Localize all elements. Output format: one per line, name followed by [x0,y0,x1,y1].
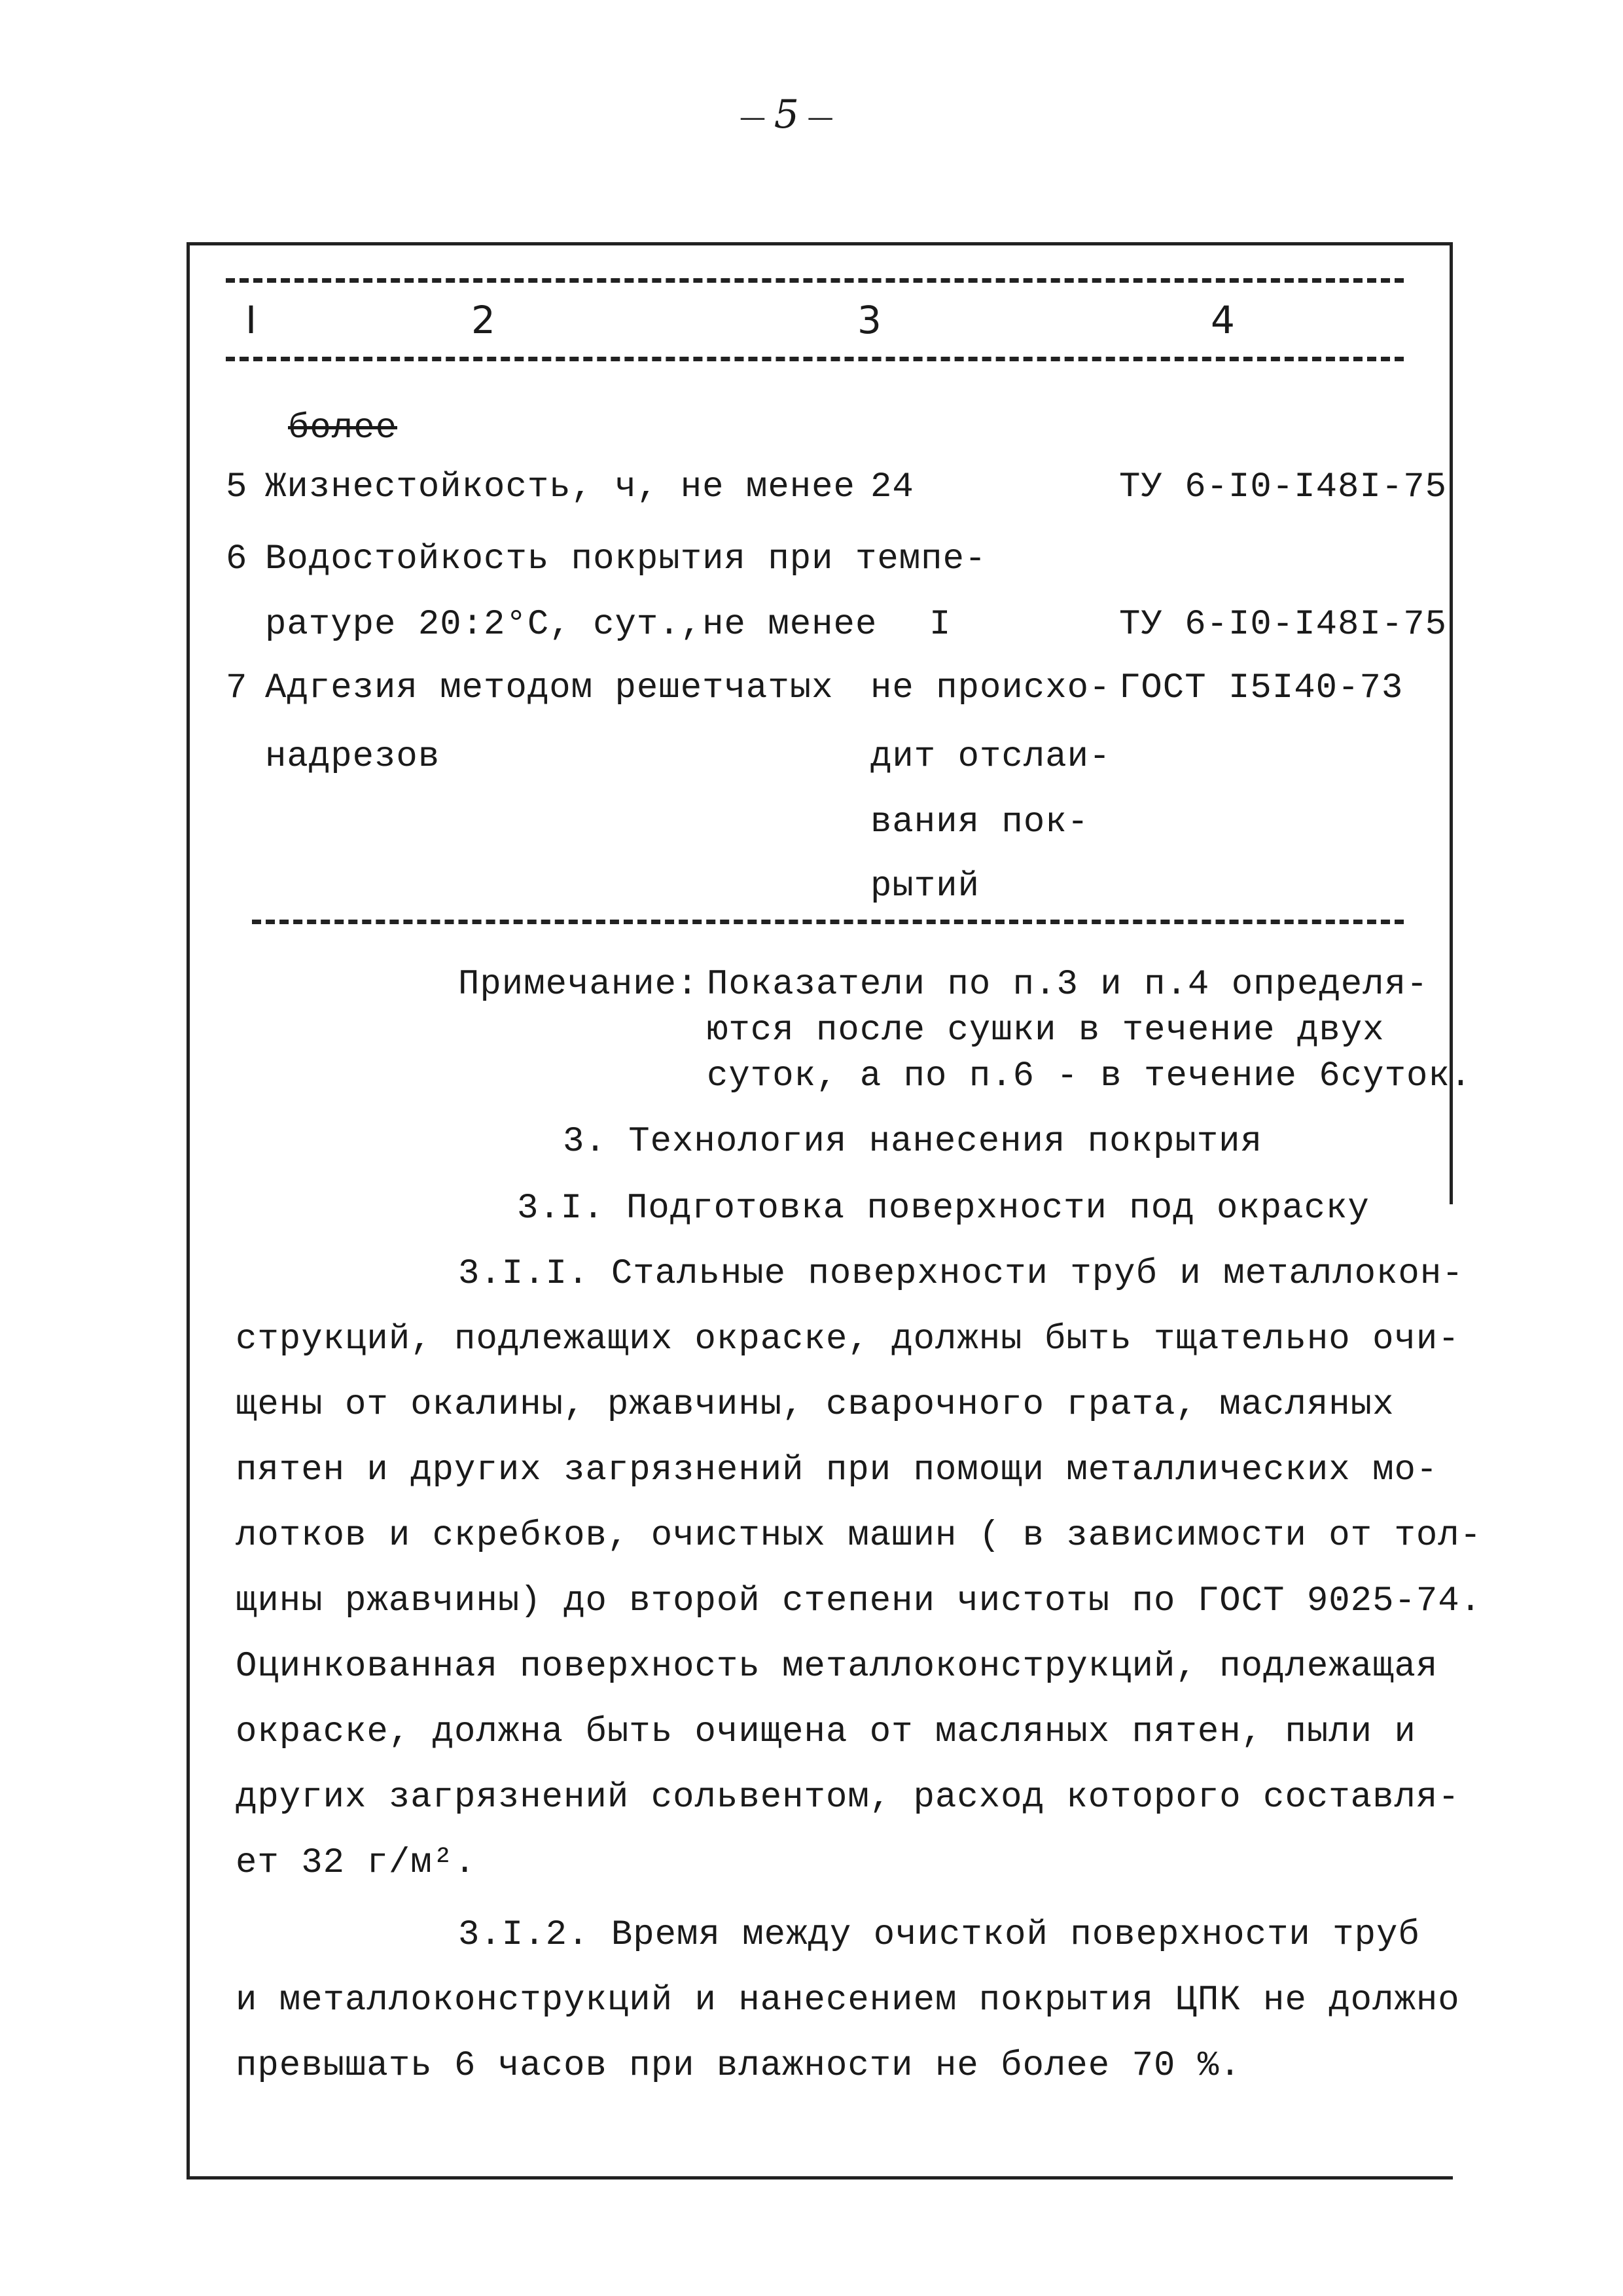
paragraph-line: других загрязнений сольвентом, расход которого составля- [236,1778,1460,1818]
paragraph-line: щены от окалины, ржавчины, сварочного грата, масляных [236,1385,1395,1425]
paragraph-line: щины ржавчины) до второй степени чистоты по ГОСТ 9025-74. [236,1581,1482,1621]
row-value: рытий [870,867,980,906]
paragraph-line: окраске, должна быть очищена от масляных пятен, пыли и [236,1712,1416,1752]
note-label: Примечание: [458,965,699,1005]
continuation-word: более [288,408,398,448]
row-parameter: Водостойкость покрытия при темпе- [265,539,987,579]
row-standard: ТУ 6-I0-I48I-75 [1119,467,1448,507]
column-header-2: 2 [471,298,495,342]
row-value: 24 [870,467,914,507]
paragraph-line: струкций, подлежащих окраске, должны быть тщательно очи- [236,1319,1460,1359]
frame-top-border [187,242,1453,245]
row-number: 6 [226,539,248,579]
paragraph-line: превышать 6 часов при влажности не более 70 %. [236,2046,1241,2086]
frame-bottom-border [187,2176,1453,2179]
page-number: — 5 — [740,92,834,137]
row-value: не происхо- [870,668,1111,708]
row-parameter: Адгезия методом решетчатых [265,668,834,708]
paragraph-line: 3.I.2. Время между очисткой поверхности труб [458,1915,1420,1955]
frame-left-border [187,242,190,2176]
row-parameter: надрезов [265,737,440,777]
subsection-title: 3.I. Подготовка поверхности под окраску [517,1189,1370,1229]
row-value: дит отслаи- [870,737,1111,777]
row-number: 7 [226,668,248,708]
note-line: Показатели по п.3 и п.4 определя- [707,965,1429,1005]
paragraph-line: 3.I.I. Стальные поверхности труб и металлокон- [458,1254,1464,1294]
paragraph-line: Оцинкованная поверхность металлоконструкций, подлежащая [236,1647,1438,1687]
paragraph-line: и металлоконструкций и нанесением покрытия ЦПК не должно [236,1981,1460,2020]
column-header-4: 4 [1211,298,1235,342]
row-standard: ГОСТ I5I40-73 [1119,668,1404,708]
paragraph-line: пятен и других загрязнений при помощи металлических мо- [236,1450,1438,1490]
row-number: 5 [226,467,248,507]
row-parameter: Жизнестойкость, ч, не менее [265,467,855,507]
paragraph-line: ет 32 г/м². [236,1843,476,1883]
table-bottom-line [252,920,1404,924]
note-line: ются после сушки в течение двух [707,1011,1385,1050]
table-header-bottom-line [226,357,1404,361]
row-standard: ТУ 6-I0-I48I-75 [1119,605,1448,645]
row-parameter: ратуре 20:2°С, сут.,не менее [265,605,878,645]
column-header-3: 3 [857,298,882,342]
row-value: вания пок- [870,802,1090,842]
paragraph-line: лотков и скребков, очистных машин ( в зависимости от тол- [236,1516,1482,1556]
column-header-1: I [245,298,257,342]
table-header-top-line [226,278,1404,283]
note-line: суток, а по п.6 - в течение 6суток. [707,1056,1472,1096]
row-value: I [929,605,952,645]
section-title: 3. Технология нанесения покрытия [563,1122,1262,1162]
